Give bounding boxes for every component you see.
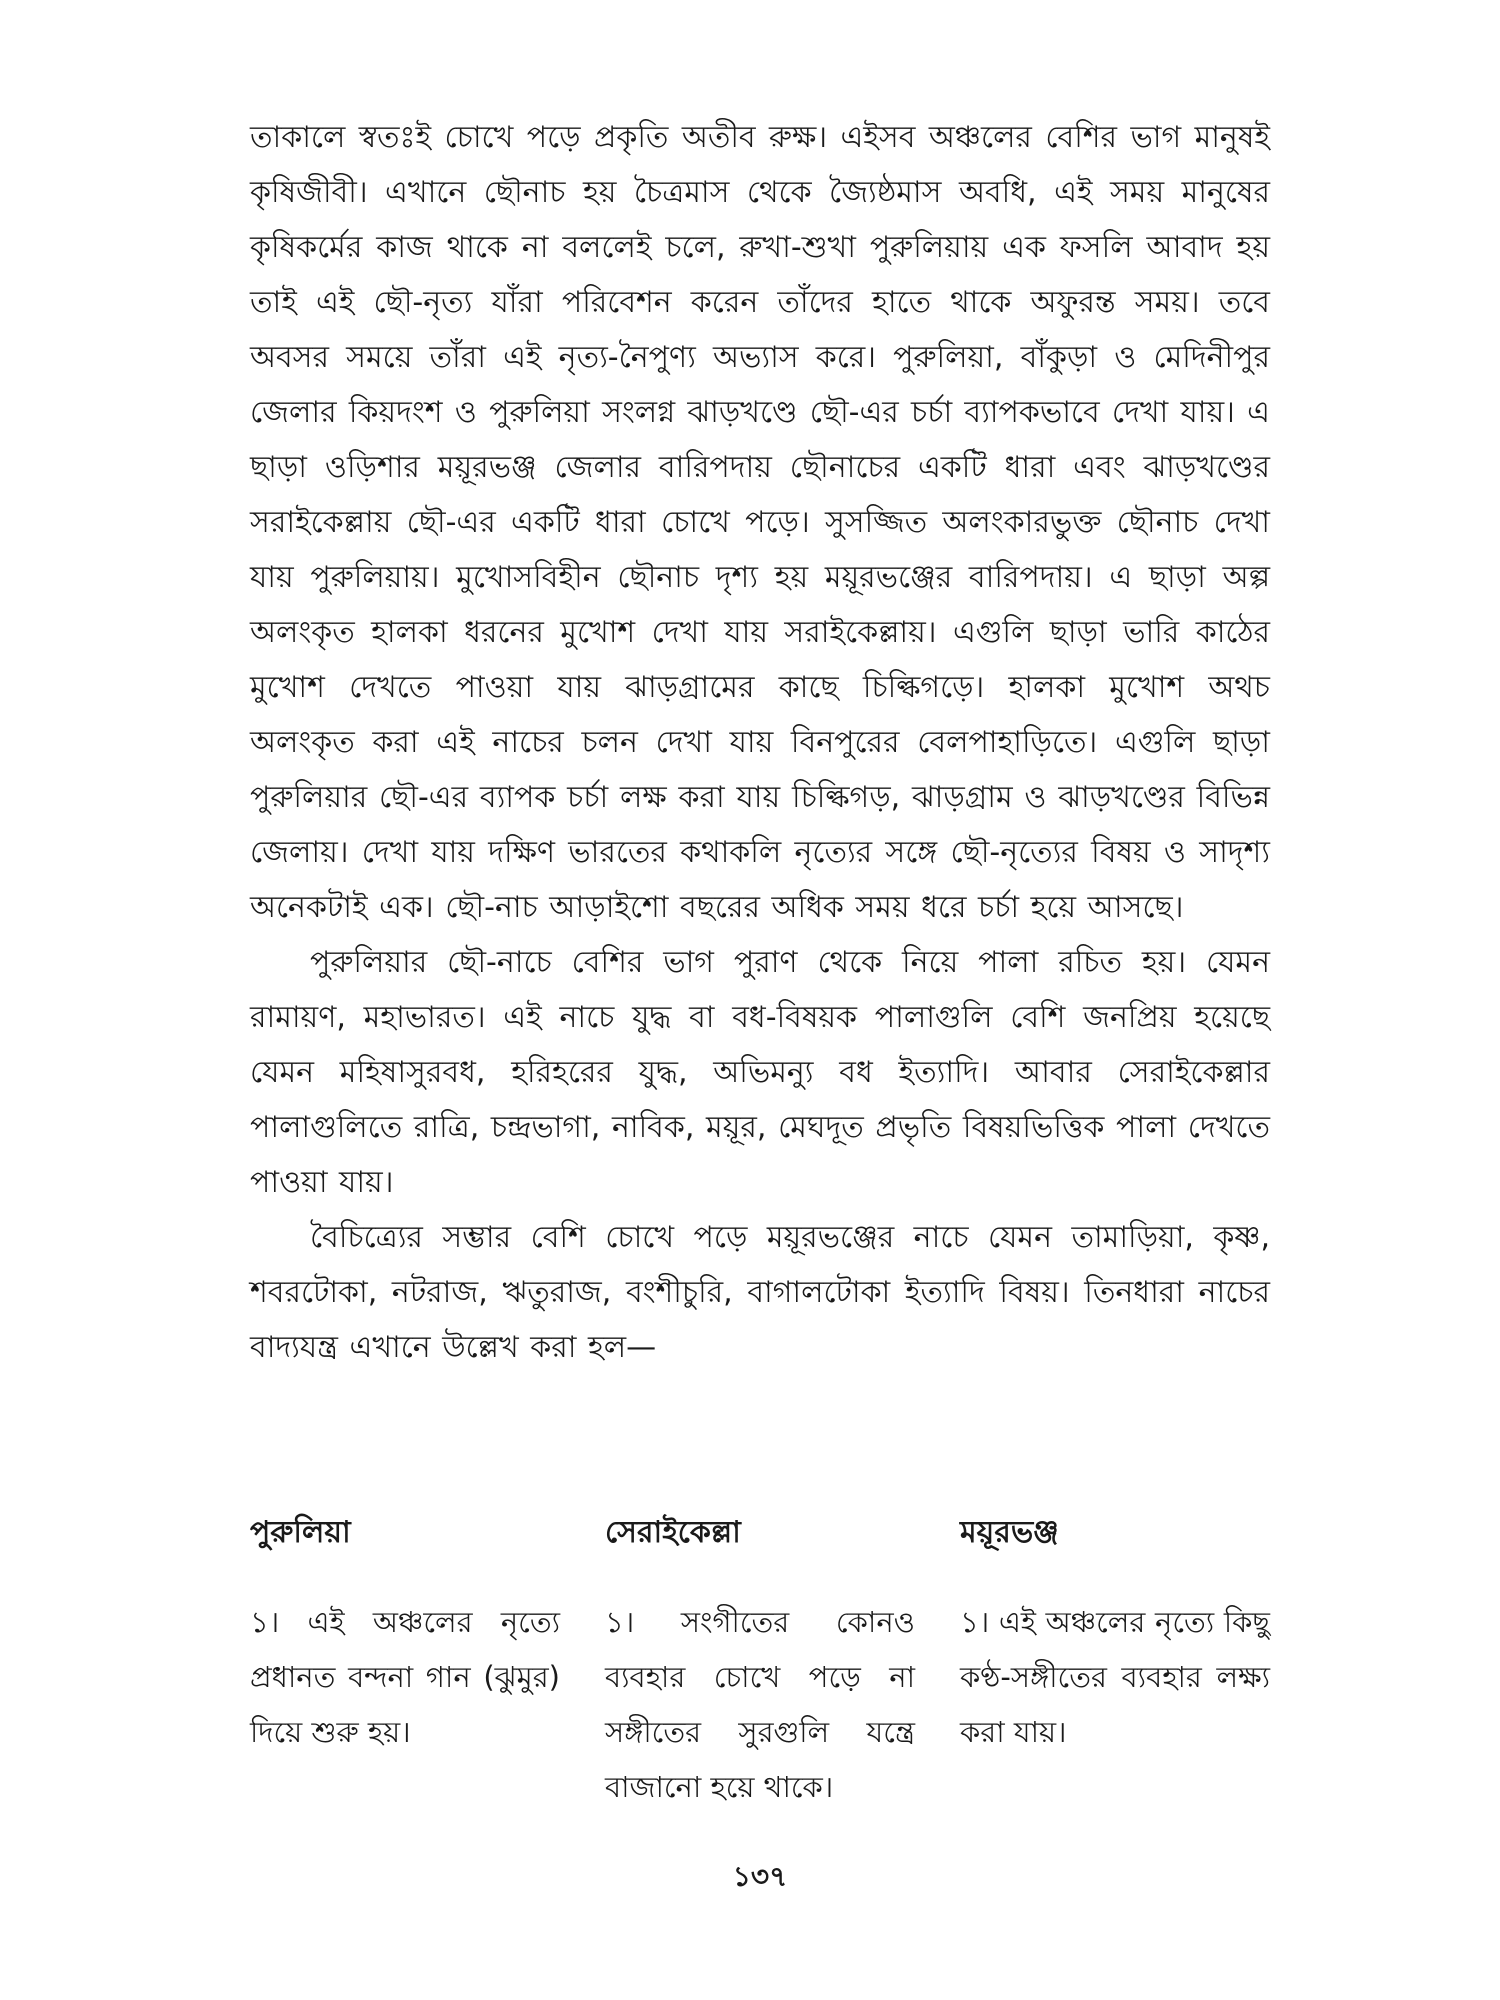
- column-heading: ময়ূরভঞ্জ: [960, 1515, 1059, 1550]
- column-heading: পুরুলিয়া: [250, 1515, 351, 1550]
- comparison-columns: [250, 1505, 1270, 1815]
- page-number: ১৩৭: [732, 1860, 788, 1893]
- column-text: ১। সংগীতের কোনও ব্যবহার চোখে পড়ে না সঙ্গীতের সুরগুলি যন্ত্রে বাজানো হয়ে থাকে।: [605, 1605, 915, 1804]
- column-purulia: [250, 1505, 560, 1815]
- paragraph-1: তাকালে স্বতঃই চোখে পড়ে প্রকৃতি অতীব রুক্ষ। এইসব অঞ্চলের বেশির ভাগ মানুষই কৃষিজীবী। এখানে ছৌনাচ হয় চৈত্রমাস থেকে জ্যৈষ্ঠমাস অবধি, এই সময় মানুষের কৃষিকর্মের কাজ থাকে না বললেই চলে, রুখা-শুখা পুরুলিয়ায় এক ফসলি আবাদ হয় তাই এই ছৌ-নৃত্য যাঁরা পরিবেশন করেন তাঁদের হাতে থাকে অফুরন্ত সময়। তবে অবসর সময়ে তাঁরা এই নৃত্য-নৈপুণ্য অভ্যাস করে। পুরুলিয়া, বাঁকুড়া ও মেদিনীপুর জেলার কিয়দংশ ও পুরুলিয়া সংলগ্ন ঝাড়খণ্ডে ছৌ-এর চর্চা ব্যাপকভাবে দেখা যায়। এ ছাড়া ওড়িশার ময়ূরভঞ্জ জেলার বারিপদায় ছৌনাচের একটি ধারা এবং ঝাড়খণ্ডের সরাইকেল্লায় ছৌ-এর একটি ধারা চোখে পড়ে। সুসজ্জিত অলংকারভুক্ত ছৌনাচ দেখা যায় পুরুলিয়ায়। মুখোসবিহীন ছৌনাচ দৃশ্য হয় ময়ূরভঞ্জের বারিপদায়। এ ছাড়া অল্প অলংকৃত হালকা ধরনের মুখোশ দেখা যায় সরাইকেল্লায়। এগুলি ছাড়া ভারি কাঠের মুখোশ দেখতে পাওয়া যায় ঝাড়গ্রামের কাছে চিল্কিগড়ে। হালকা মুখোশ অথচ অলংকৃত করা এই নাচের চলন দেখা যায় বিনপুরের বেলপাহাড়িতে। এগুলি ছাড়া পুরুলিয়ার ছৌ-এর ব্যাপক চর্চা লক্ষ করা যায় চিল্কিগড়, ঝাড়গ্রাম ও ঝাড়খণ্ডের বিভিন্ন জেলায়। দেখা যায় দক্ষিণ ভারতের কথাকলি নৃত্যের সঙ্গে ছৌ-নৃত্যের বিষয় ও সাদৃশ্য অনেকটাই এক। ছৌ-নাচ আড়াইশো বছরের অধিক সময় ধরে চর্চা হয়ে আসছে।: [250, 120, 1270, 925]
- paragraph-2: পুরুলিয়ার ছৌ-নাচে বেশির ভাগ পুরাণ থেকে নিয়ে পালা রচিত হয়। যেমন রামায়ণ, মহাভারত। এই নাচে যুদ্ধ বা বধ-বিষয়ক পালাগুলি বেশি জনপ্রিয় হয়েছে যেমন মহিষাসুরবধ, হরিহরের যুদ্ধ, অভিমন্যু বধ ইত্যাদি। আবার সেরাইকেল্লার পালাগুলিতে রাত্রি, চন্দ্রভাগা, নাবিক, ময়ূর, মেঘদূত প্রভৃতি বিষয়ভিত্তিক পালা দেখতে পাওয়া যায়।: [250, 945, 1270, 1200]
- column-mayurbhanj: [960, 1505, 1270, 1815]
- column-text: ১। এই অঞ্চলের নৃত্যে প্রধানত বন্দনা গান (ঝুমুর) দিয়ে শুরু হয়।: [250, 1605, 560, 1749]
- column-text: ১। এই অঞ্চলের নৃত্যে কিছু কণ্ঠ-সঙ্গীতের ব্যবহার লক্ষ্য করা যায়।: [960, 1605, 1270, 1749]
- column-seraikella: [605, 1505, 915, 1815]
- body-text: [250, 110, 1270, 1375]
- column-heading: সেরাইকেল্লা: [605, 1515, 741, 1550]
- paragraph-3: বৈচিত্র্যের সম্ভার বেশি চোখে পড়ে ময়ূরভঞ্জের নাচে যেমন তামাড়িয়া, কৃষ্ণ, শবরটোকা, নটরাজ, ঋতুরাজ, বংশীচুরি, বাগালটোকা ইত্যাদি বিষয়। তিনধারা নাচের বাদ্যযন্ত্র এখানে উল্লেখ করা হল—: [250, 1220, 1270, 1365]
